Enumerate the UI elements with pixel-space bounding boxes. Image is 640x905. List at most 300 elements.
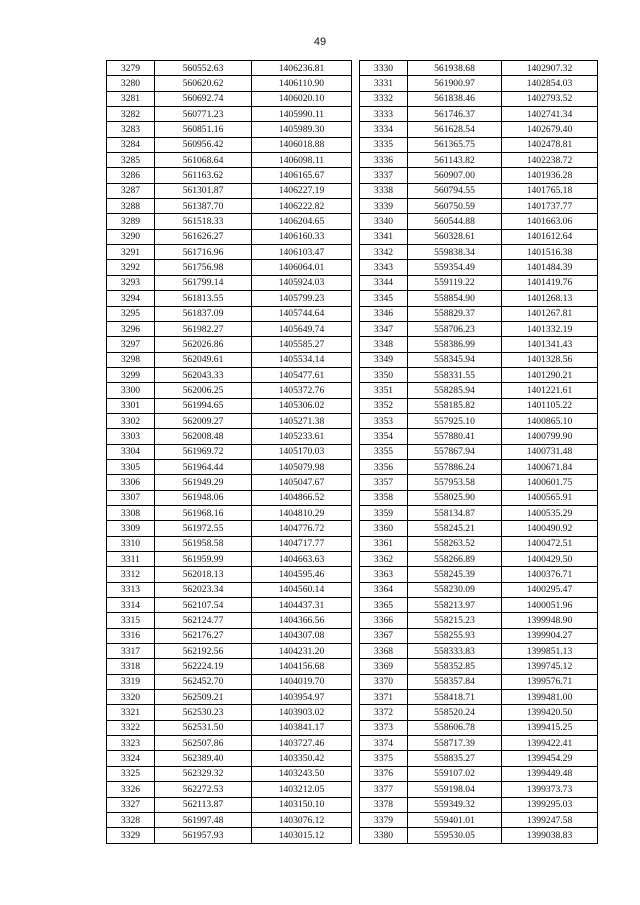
y-coordinate-cell: 1405534.14 — [252, 352, 352, 367]
x-coordinate-cell: 560692.74 — [155, 91, 252, 106]
x-coordinate-cell: 560552.63 — [155, 61, 252, 76]
table-row — [107, 490, 352, 505]
table-row — [107, 690, 352, 705]
table-row — [360, 291, 598, 306]
x-coordinate-cell: 561957.93 — [155, 828, 252, 843]
x-coordinate-cell: 560771.23 — [155, 107, 252, 122]
point-number-cell: 3351 — [360, 383, 408, 398]
x-coordinate-cell: 562049.61 — [155, 352, 252, 367]
y-coordinate-cell: 1406222.82 — [252, 199, 352, 214]
table-row — [107, 183, 352, 198]
table-row — [107, 459, 352, 474]
x-coordinate-cell: 562329.32 — [155, 766, 252, 781]
table-row — [107, 613, 352, 628]
y-coordinate-cell: 1405170.03 — [252, 444, 352, 459]
point-number-cell: 3295 — [107, 306, 155, 321]
x-coordinate-cell: 561964.44 — [155, 459, 252, 474]
table-row — [360, 475, 598, 490]
point-number-cell: 3283 — [107, 122, 155, 137]
point-number-cell: 3294 — [107, 291, 155, 306]
point-number-cell: 3375 — [360, 751, 408, 766]
point-number-cell: 3361 — [360, 536, 408, 551]
y-coordinate-cell: 1399422.41 — [502, 736, 598, 751]
point-number-cell: 3323 — [107, 736, 155, 751]
y-coordinate-cell: 1401328.56 — [502, 352, 598, 367]
table-row — [360, 521, 598, 536]
table-row — [360, 797, 598, 812]
table-row — [107, 505, 352, 520]
point-number-cell: 3379 — [360, 812, 408, 827]
y-coordinate-cell: 1399295.03 — [502, 797, 598, 812]
y-coordinate-cell: 1399454.29 — [502, 751, 598, 766]
table-row — [107, 429, 352, 444]
point-number-cell: 3335 — [360, 137, 408, 152]
table-row — [107, 598, 352, 613]
table-row — [360, 720, 598, 735]
table-row — [360, 459, 598, 474]
x-coordinate-cell: 558606.78 — [408, 720, 502, 735]
x-coordinate-cell: 559107.02 — [408, 766, 502, 781]
point-number-cell: 3364 — [360, 582, 408, 597]
y-coordinate-cell: 1402854.03 — [502, 76, 598, 91]
x-coordinate-cell: 561994.65 — [155, 398, 252, 413]
table-row — [107, 582, 352, 597]
table-row — [360, 352, 598, 367]
x-coordinate-cell: 558255.93 — [408, 628, 502, 643]
x-coordinate-cell: 562272.53 — [155, 782, 252, 797]
table-row — [360, 183, 598, 198]
x-coordinate-cell: 561301.87 — [155, 183, 252, 198]
point-number-cell: 3370 — [360, 674, 408, 689]
y-coordinate-cell: 1406165.67 — [252, 168, 352, 183]
y-coordinate-cell: 1399576.71 — [502, 674, 598, 689]
y-coordinate-cell: 1406236.81 — [252, 61, 352, 76]
point-number-cell: 3289 — [107, 214, 155, 229]
y-coordinate-cell: 1406098.11 — [252, 153, 352, 168]
point-number-cell: 3357 — [360, 475, 408, 490]
point-number-cell: 3329 — [107, 828, 155, 843]
point-number-cell: 3314 — [107, 598, 155, 613]
x-coordinate-cell: 562018.13 — [155, 567, 252, 582]
y-coordinate-cell: 1401737.77 — [502, 199, 598, 214]
y-coordinate-cell: 1406064.01 — [252, 260, 352, 275]
table-row — [107, 628, 352, 643]
x-coordinate-cell: 561813.55 — [155, 291, 252, 306]
point-number-cell: 3315 — [107, 613, 155, 628]
y-coordinate-cell: 1400865.10 — [502, 413, 598, 428]
table-row — [107, 720, 352, 735]
point-number-cell: 3334 — [360, 122, 408, 137]
y-coordinate-cell: 1403727.46 — [252, 736, 352, 751]
table-row — [360, 91, 598, 106]
x-coordinate-cell: 560851.16 — [155, 122, 252, 137]
table-row — [360, 413, 598, 428]
point-number-cell: 3327 — [107, 797, 155, 812]
table-row — [360, 429, 598, 444]
x-coordinate-cell: 562389.40 — [155, 751, 252, 766]
y-coordinate-cell: 1404717.77 — [252, 536, 352, 551]
point-number-cell: 3330 — [360, 61, 408, 76]
table-row — [360, 505, 598, 520]
y-coordinate-cell: 1405477.61 — [252, 367, 352, 382]
y-coordinate-cell: 1404810.29 — [252, 505, 352, 520]
x-coordinate-cell: 562507.86 — [155, 736, 252, 751]
y-coordinate-cell: 1406227.19 — [252, 183, 352, 198]
y-coordinate-cell: 1400051.96 — [502, 598, 598, 613]
point-number-cell: 3292 — [107, 260, 155, 275]
y-coordinate-cell: 1402478.81 — [502, 137, 598, 152]
table-row — [107, 153, 352, 168]
y-coordinate-cell: 1400535.29 — [502, 505, 598, 520]
x-coordinate-cell: 558520.24 — [408, 705, 502, 720]
coordinate-table-right-body — [360, 61, 598, 844]
x-coordinate-cell: 562009.27 — [155, 413, 252, 428]
y-coordinate-cell: 1405372.76 — [252, 383, 352, 398]
point-number-cell: 3346 — [360, 306, 408, 321]
x-coordinate-cell: 558386.99 — [408, 337, 502, 352]
x-coordinate-cell: 561997.48 — [155, 812, 252, 827]
point-number-cell: 3296 — [107, 321, 155, 336]
x-coordinate-cell: 560544.88 — [408, 214, 502, 229]
x-coordinate-cell: 558717.39 — [408, 736, 502, 751]
y-coordinate-cell: 1401936.28 — [502, 168, 598, 183]
x-coordinate-cell: 560328.61 — [408, 229, 502, 244]
y-coordinate-cell: 1400601.75 — [502, 475, 598, 490]
y-coordinate-cell: 1401419.76 — [502, 275, 598, 290]
y-coordinate-cell: 1399745.12 — [502, 659, 598, 674]
y-coordinate-cell: 1405585.27 — [252, 337, 352, 352]
table-row — [107, 674, 352, 689]
table-row — [360, 444, 598, 459]
x-coordinate-cell: 561628.54 — [408, 122, 502, 137]
point-number-cell: 3376 — [360, 766, 408, 781]
y-coordinate-cell: 1403150.10 — [252, 797, 352, 812]
x-coordinate-cell: 558331.55 — [408, 367, 502, 382]
table-row — [360, 245, 598, 260]
table-row — [107, 812, 352, 827]
y-coordinate-cell: 1405649.74 — [252, 321, 352, 336]
table-row — [107, 214, 352, 229]
x-coordinate-cell: 559354.49 — [408, 260, 502, 275]
x-coordinate-cell: 558266.89 — [408, 552, 502, 567]
table-row — [360, 628, 598, 643]
x-coordinate-cell: 561982.27 — [155, 321, 252, 336]
y-coordinate-cell: 1402679.40 — [502, 122, 598, 137]
table-row — [107, 291, 352, 306]
point-number-cell: 3288 — [107, 199, 155, 214]
point-number-cell: 3326 — [107, 782, 155, 797]
y-coordinate-cell: 1399038.83 — [502, 828, 598, 843]
x-coordinate-cell: 561958.58 — [155, 536, 252, 551]
table-row — [107, 61, 352, 76]
x-coordinate-cell: 561938.68 — [408, 61, 502, 76]
table-row — [107, 245, 352, 260]
y-coordinate-cell: 1404663.63 — [252, 552, 352, 567]
table-row — [360, 828, 598, 843]
table-row — [360, 659, 598, 674]
table-row — [360, 582, 598, 597]
y-coordinate-cell: 1403243.50 — [252, 766, 352, 781]
point-number-cell: 3303 — [107, 429, 155, 444]
y-coordinate-cell: 1403076.12 — [252, 812, 352, 827]
x-coordinate-cell: 557880.41 — [408, 429, 502, 444]
x-coordinate-cell: 561837.09 — [155, 306, 252, 321]
point-number-cell: 3311 — [107, 552, 155, 567]
x-coordinate-cell: 558854.90 — [408, 291, 502, 306]
y-coordinate-cell: 1400565.91 — [502, 490, 598, 505]
y-coordinate-cell: 1404156.68 — [252, 659, 352, 674]
x-coordinate-cell: 561746.37 — [408, 107, 502, 122]
table-row — [360, 674, 598, 689]
y-coordinate-cell: 1406020.10 — [252, 91, 352, 106]
x-coordinate-cell: 562224.19 — [155, 659, 252, 674]
x-coordinate-cell: 561968.16 — [155, 505, 252, 520]
table-row — [107, 199, 352, 214]
point-number-cell: 3349 — [360, 352, 408, 367]
table-row — [360, 383, 598, 398]
x-coordinate-cell: 558245.39 — [408, 567, 502, 582]
x-coordinate-cell: 561949.29 — [155, 475, 252, 490]
table-row — [360, 122, 598, 137]
point-number-cell: 3313 — [107, 582, 155, 597]
x-coordinate-cell: 562113.87 — [155, 797, 252, 812]
point-number-cell: 3356 — [360, 459, 408, 474]
y-coordinate-cell: 1401484.39 — [502, 260, 598, 275]
point-number-cell: 3328 — [107, 812, 155, 827]
y-coordinate-cell: 1406018.88 — [252, 137, 352, 152]
point-number-cell: 3352 — [360, 398, 408, 413]
coordinate-table-left — [106, 60, 352, 844]
point-number-cell: 3368 — [360, 644, 408, 659]
y-coordinate-cell: 1403841.17 — [252, 720, 352, 735]
point-number-cell: 3374 — [360, 736, 408, 751]
point-number-cell: 3338 — [360, 183, 408, 198]
point-number-cell: 3337 — [360, 168, 408, 183]
coordinate-table-right — [359, 60, 598, 844]
point-number-cell: 3377 — [360, 782, 408, 797]
point-number-cell: 3293 — [107, 275, 155, 290]
table-row — [107, 122, 352, 137]
y-coordinate-cell: 1399851.13 — [502, 644, 598, 659]
table-row — [360, 766, 598, 781]
y-coordinate-cell: 1400731.48 — [502, 444, 598, 459]
y-coordinate-cell: 1406204.65 — [252, 214, 352, 229]
x-coordinate-cell: 561959.99 — [155, 552, 252, 567]
table-row — [360, 260, 598, 275]
point-number-cell: 3312 — [107, 567, 155, 582]
y-coordinate-cell: 1400671.84 — [502, 459, 598, 474]
table-row — [360, 306, 598, 321]
point-number-cell: 3365 — [360, 598, 408, 613]
y-coordinate-cell: 1406160.33 — [252, 229, 352, 244]
x-coordinate-cell: 558215.23 — [408, 613, 502, 628]
point-number-cell: 3301 — [107, 398, 155, 413]
y-coordinate-cell: 1403903.02 — [252, 705, 352, 720]
x-coordinate-cell: 561838.46 — [408, 91, 502, 106]
x-coordinate-cell: 558829.37 — [408, 306, 502, 321]
table-row — [107, 168, 352, 183]
x-coordinate-cell: 558352.85 — [408, 659, 502, 674]
y-coordinate-cell: 1400799.90 — [502, 429, 598, 444]
y-coordinate-cell: 1405989.30 — [252, 122, 352, 137]
table-row — [107, 137, 352, 152]
y-coordinate-cell: 1403350.42 — [252, 751, 352, 766]
y-coordinate-cell: 1405306.02 — [252, 398, 352, 413]
table-row — [107, 736, 352, 751]
y-coordinate-cell: 1405271.38 — [252, 413, 352, 428]
x-coordinate-cell: 558285.94 — [408, 383, 502, 398]
y-coordinate-cell: 1399948.90 — [502, 613, 598, 628]
y-coordinate-cell: 1404776.72 — [252, 521, 352, 536]
x-coordinate-cell: 562509.21 — [155, 690, 252, 705]
x-coordinate-cell: 560907.00 — [408, 168, 502, 183]
point-number-cell: 3319 — [107, 674, 155, 689]
table-row — [360, 736, 598, 751]
y-coordinate-cell: 1401332.19 — [502, 321, 598, 336]
point-number-cell: 3321 — [107, 705, 155, 720]
x-coordinate-cell: 559119.22 — [408, 275, 502, 290]
table-row — [107, 552, 352, 567]
y-coordinate-cell: 1405990.11 — [252, 107, 352, 122]
y-coordinate-cell: 1403015.12 — [252, 828, 352, 843]
y-coordinate-cell: 1404595.46 — [252, 567, 352, 582]
point-number-cell: 3360 — [360, 521, 408, 536]
x-coordinate-cell: 561163.62 — [155, 168, 252, 183]
y-coordinate-cell: 1405047.67 — [252, 475, 352, 490]
point-number-cell: 3318 — [107, 659, 155, 674]
table-row — [107, 766, 352, 781]
table-row — [107, 536, 352, 551]
x-coordinate-cell: 560794.55 — [408, 183, 502, 198]
x-coordinate-cell: 558213.97 — [408, 598, 502, 613]
table-row — [107, 413, 352, 428]
point-number-cell: 3372 — [360, 705, 408, 720]
table-row — [360, 137, 598, 152]
x-coordinate-cell: 561948.06 — [155, 490, 252, 505]
point-number-cell: 3287 — [107, 183, 155, 198]
x-coordinate-cell: 558263.52 — [408, 536, 502, 551]
x-coordinate-cell: 558245.21 — [408, 521, 502, 536]
table-row — [360, 812, 598, 827]
x-coordinate-cell: 562192.56 — [155, 644, 252, 659]
x-coordinate-cell: 560750.59 — [408, 199, 502, 214]
table-row — [360, 199, 598, 214]
y-coordinate-cell: 1401516.38 — [502, 245, 598, 260]
point-number-cell: 3331 — [360, 76, 408, 91]
point-number-cell: 3285 — [107, 153, 155, 168]
y-coordinate-cell: 1404307.08 — [252, 628, 352, 643]
table-row — [360, 782, 598, 797]
point-number-cell: 3284 — [107, 137, 155, 152]
point-number-cell: 3307 — [107, 490, 155, 505]
y-coordinate-cell: 1400472.51 — [502, 536, 598, 551]
point-number-cell: 3354 — [360, 429, 408, 444]
y-coordinate-cell: 1405744.64 — [252, 306, 352, 321]
y-coordinate-cell: 1404231.20 — [252, 644, 352, 659]
x-coordinate-cell: 561972.55 — [155, 521, 252, 536]
x-coordinate-cell: 557925.10 — [408, 413, 502, 428]
table-row — [360, 705, 598, 720]
y-coordinate-cell: 1406103.47 — [252, 245, 352, 260]
table-row — [107, 91, 352, 106]
x-coordinate-cell: 557886.24 — [408, 459, 502, 474]
y-coordinate-cell: 1405924.03 — [252, 275, 352, 290]
point-number-cell: 3322 — [107, 720, 155, 735]
point-number-cell: 3373 — [360, 720, 408, 735]
x-coordinate-cell: 561068.64 — [155, 153, 252, 168]
y-coordinate-cell: 1403212.05 — [252, 782, 352, 797]
point-number-cell: 3325 — [107, 766, 155, 781]
table-row — [107, 306, 352, 321]
table-row — [107, 659, 352, 674]
y-coordinate-cell: 1406110.90 — [252, 76, 352, 91]
y-coordinate-cell: 1404019.70 — [252, 674, 352, 689]
point-number-cell: 3300 — [107, 383, 155, 398]
x-coordinate-cell: 562107.54 — [155, 598, 252, 613]
point-number-cell: 3286 — [107, 168, 155, 183]
point-number-cell: 3363 — [360, 567, 408, 582]
point-number-cell: 3309 — [107, 521, 155, 536]
x-coordinate-cell: 561900.97 — [408, 76, 502, 91]
x-coordinate-cell: 560956.42 — [155, 137, 252, 152]
point-number-cell: 3350 — [360, 367, 408, 382]
x-coordinate-cell: 561756.98 — [155, 260, 252, 275]
table-row — [107, 521, 352, 536]
table-row — [107, 76, 352, 91]
point-number-cell: 3333 — [360, 107, 408, 122]
y-coordinate-cell: 1399420.50 — [502, 705, 598, 720]
x-coordinate-cell: 557953.58 — [408, 475, 502, 490]
y-coordinate-cell: 1401765.18 — [502, 183, 598, 198]
table-row — [107, 107, 352, 122]
x-coordinate-cell: 562176.27 — [155, 628, 252, 643]
x-coordinate-cell: 558025.90 — [408, 490, 502, 505]
point-number-cell: 3310 — [107, 536, 155, 551]
y-coordinate-cell: 1405233.61 — [252, 429, 352, 444]
y-coordinate-cell: 1404866.52 — [252, 490, 352, 505]
point-number-cell: 3369 — [360, 659, 408, 674]
point-number-cell: 3306 — [107, 475, 155, 490]
y-coordinate-cell: 1404366.56 — [252, 613, 352, 628]
x-coordinate-cell: 562530.23 — [155, 705, 252, 720]
table-row — [360, 751, 598, 766]
table-row — [360, 76, 598, 91]
y-coordinate-cell: 1402907.32 — [502, 61, 598, 76]
x-coordinate-cell: 561143.82 — [408, 153, 502, 168]
point-number-cell: 3336 — [360, 153, 408, 168]
y-coordinate-cell: 1402793.52 — [502, 91, 598, 106]
table-row — [360, 367, 598, 382]
table-row — [107, 367, 352, 382]
point-number-cell: 3341 — [360, 229, 408, 244]
point-number-cell: 3279 — [107, 61, 155, 76]
table-row — [360, 214, 598, 229]
point-number-cell: 3316 — [107, 628, 155, 643]
table-row — [107, 337, 352, 352]
y-coordinate-cell: 1405799.23 — [252, 291, 352, 306]
table-row — [360, 613, 598, 628]
table-row — [360, 275, 598, 290]
x-coordinate-cell: 562023.34 — [155, 582, 252, 597]
point-number-cell: 3290 — [107, 229, 155, 244]
x-coordinate-cell: 562008.48 — [155, 429, 252, 444]
x-coordinate-cell: 558345.94 — [408, 352, 502, 367]
table-row — [360, 536, 598, 551]
y-coordinate-cell: 1400490.92 — [502, 521, 598, 536]
x-coordinate-cell: 558357.84 — [408, 674, 502, 689]
table-row — [107, 797, 352, 812]
point-number-cell: 3317 — [107, 644, 155, 659]
